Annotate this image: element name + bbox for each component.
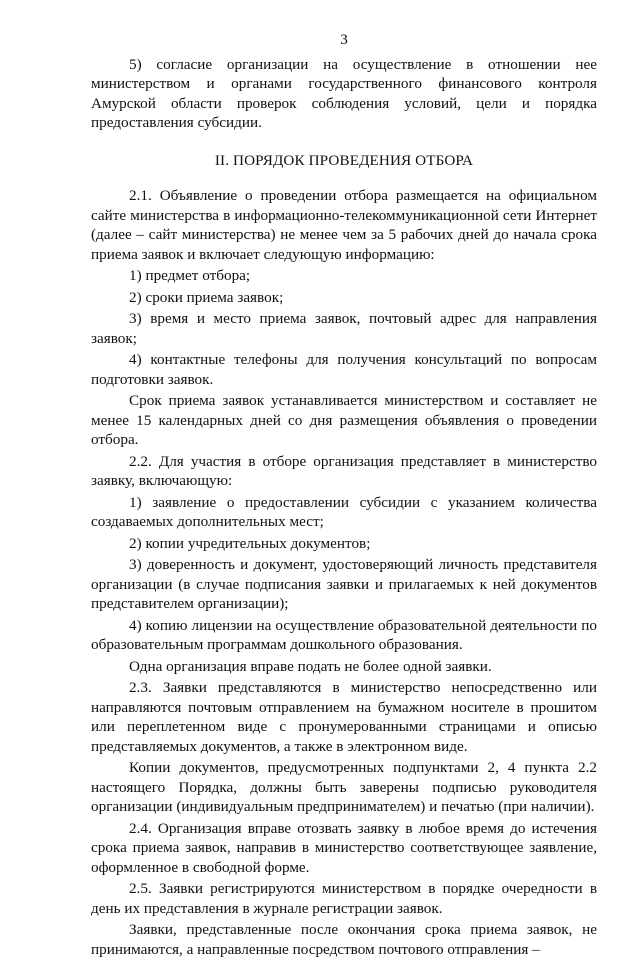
paragraph-2-3: 2.3. Заявки представляются в министерство непосредственно или направляются почтовым отправлением на бумажном носителе в прошитом или переплетенном виде с пронумерованными страницами и описью представляемых документов, а также в электронном виде. — [91, 679, 597, 755]
paragraph-2-4: 2.4. Организация вправе отозвать заявку в любое время до истечения срока приема заявок, направив в министерство соответствующее заявление, оформленное в свободной форме. — [91, 819, 597, 876]
list-item-license: 4) копию лицензии на осуществление образовательной деятельности по образовательным программам дошкольного образования. — [91, 616, 597, 653]
intro-paragraph: 5) согласие организации на осуществление в отношении нее министерством и органами государственного финансового контроля Амурской области проверок соблюдения условий, цели и порядка предоставления субсидии. — [91, 55, 597, 131]
list-item-subject: 1) предмет отбора; — [129, 267, 251, 284]
list-item-application: 1) заявление о предоставлении субсидии с указанием количества создаваемых дополнительных мест; — [91, 493, 597, 530]
paragraph-2-5: 2.5. Заявки регистрируются министерством в порядке очередности в день их представления в журнале регистрации заявок. — [91, 880, 597, 917]
section-heading: II. ПОРЯДОК ПРОВЕДЕНИЯ ОТБОРА — [214, 151, 474, 169]
list-item-deadlines: 2) сроки приема заявок; — [129, 288, 284, 306]
paragraph-copies: Копии документов, предусмотренных подпунктами 2, 4 пункта 2.2 настоящего Порядка, должны быть заверены подписью руководителя организации (индивидуальным предпринимателем) и печатью (при наличии). — [91, 759, 597, 815]
list-item-power-of-attorney: 3) доверенность и документ, удостоверяющий личность представителя организации (в случае подписания заявки и прилагаемых к ней документов представителем организации); — [91, 556, 597, 612]
list-item-place: 3) время и место приема заявок, почтовый адрес для направления заявок; — [91, 310, 597, 347]
paragraph-late-applications: Заявки, представленные после окончания срока приема заявок, не принимаются, а направленные посредством почтового отправления – — [91, 921, 597, 958]
list-item-founding-docs: 2) копии учредительных документов; — [129, 534, 371, 552]
document-page — [91, 30, 597, 961]
paragraph-2-2: 2.2. Для участия в отборе организация представляет в министерство заявку, включающую: — [91, 452, 597, 489]
list-item-phones: 4) контактные телефоны для получения консультаций по вопросам подготовки заявок. — [91, 351, 597, 388]
paragraph-term: Срок приема заявок устанавливается министерством и составляет не менее 15 календарных дней со дня размещения объявления о проведении отбора. — [91, 392, 597, 448]
paragraph-one-application: Одна организация вправе подать не более одной заявки. — [129, 657, 492, 675]
paragraph-2-1: 2.1. Объявление о проведении отбора размещается на официальном сайте министерства в информационно-телекоммуникационной сети Интернет (далее – сайт министерства) не менее чем за 5 рабочих дней до начала срока приема заявок и включает следующую информацию: — [91, 187, 597, 263]
page-number: 3 — [340, 31, 348, 48]
